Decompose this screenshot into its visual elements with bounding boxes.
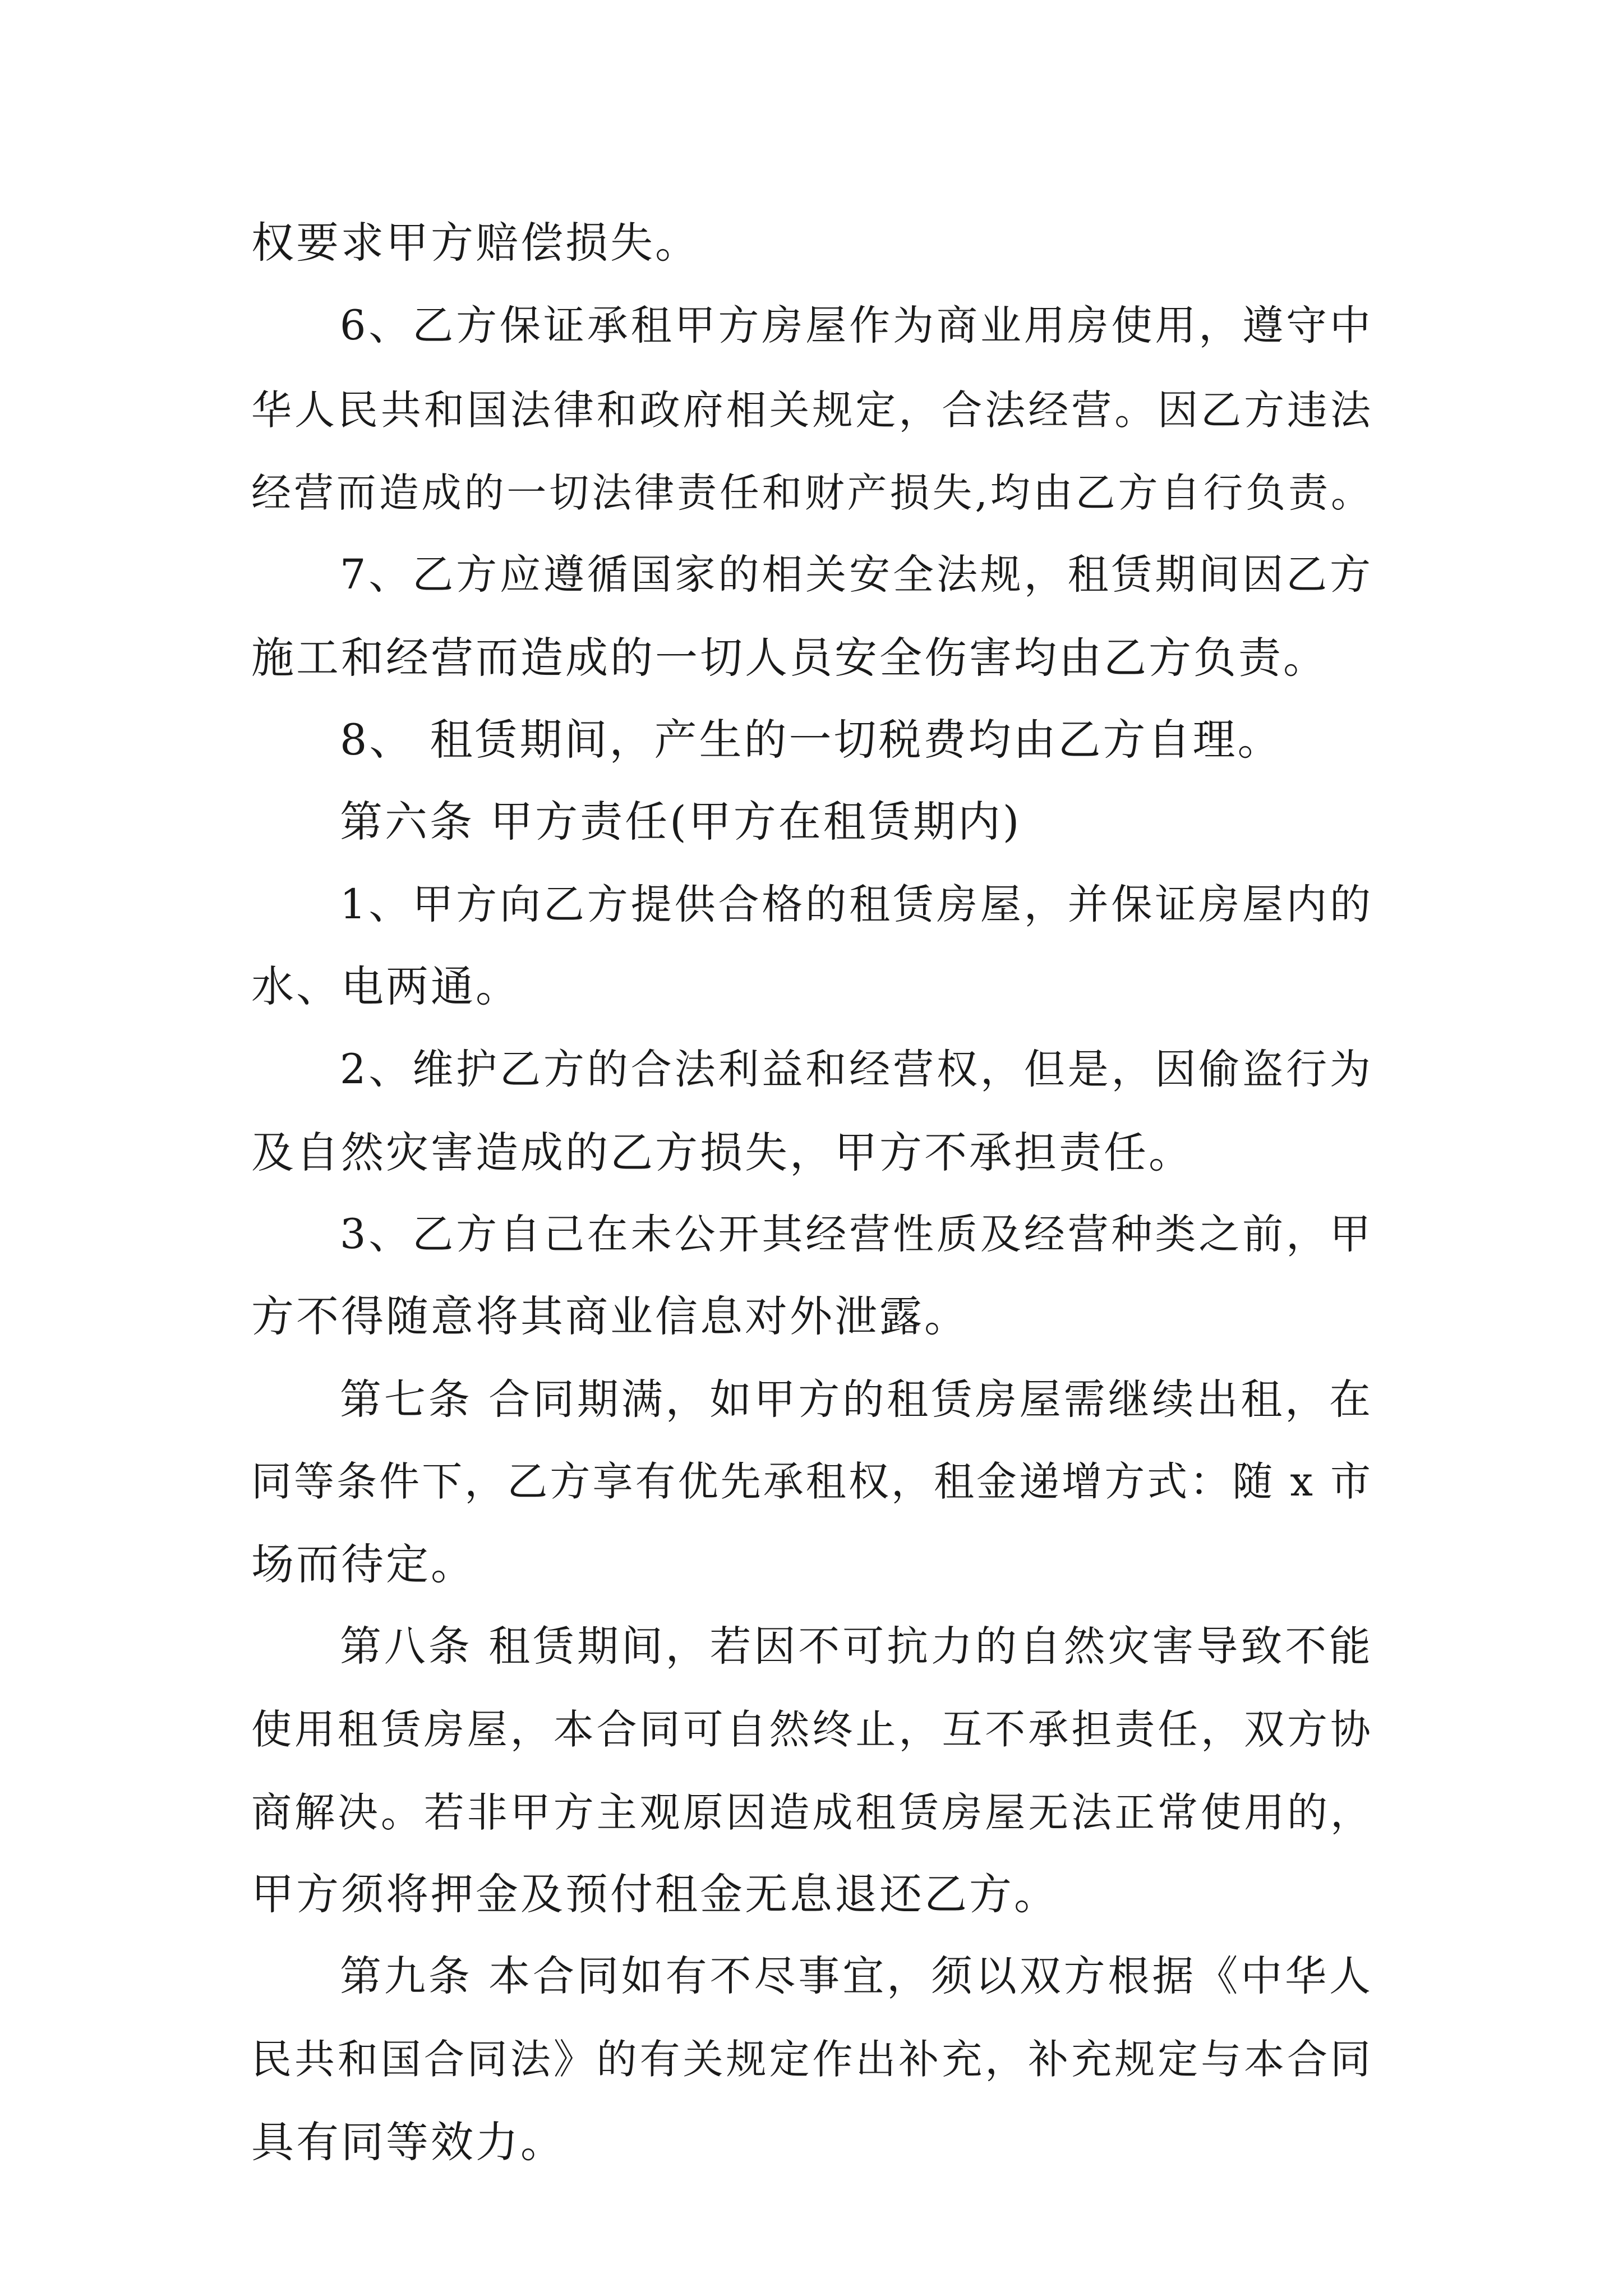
text-line: 第九条 本合同如有不尽事宜，须以双方根据《中华人	[340, 1952, 1373, 2000]
text-line: 8、 租赁期间，产生的一切税费均由乙方自理。	[340, 715, 1283, 765]
text-line: 经营而造成的一切法律责任和财产损失,均由乙方自行负责。	[251, 470, 1373, 516]
text-line: 第八条 租赁期间，若因不可抗力的自然灾害导致不能	[340, 1622, 1373, 1671]
text-line: 3、乙方自己在未公开其经营性质及经营种类之前，甲	[340, 1211, 1373, 1258]
text-line: 使用租赁房屋，本合同可自然终止，互不承担责任，双方协	[251, 1706, 1373, 1753]
text-line: 商解决。若非甲方主观原因造成租赁房屋无法正常使用的，	[251, 1789, 1373, 1836]
text-line: 民共和国合同法》的有关规定作出补充，补充规定与本合同	[251, 2036, 1373, 2083]
text-line: 具有同等效力。	[251, 2117, 565, 2167]
text-line: 及自然灾害造成的乙方损失，甲方不承担责任。	[251, 1128, 1193, 1177]
text-line: 第七条 合同期满，如甲方的租赁房屋需继续出租，在	[340, 1375, 1373, 1424]
text-line: 1、甲方向乙方提供合格的租赁房屋，并保证房屋内的	[340, 881, 1373, 928]
text-line: 华人民共和国法律和政府相关规定，合法经营。因乙方违法	[251, 386, 1373, 434]
text-line: 第六条 甲方责任(甲方在租赁期内)	[340, 797, 1022, 846]
text-line: 方不得随意将其商业信息对外泄露。	[251, 1291, 969, 1341]
text-line: 场而待定。	[251, 1539, 476, 1589]
text-line: 水、电两通。	[251, 961, 520, 1011]
text-line: 7、乙方应遵循国家的相关安全法规，租赁期间因乙方	[340, 551, 1373, 599]
text-line: 6、乙方保证承租甲方房屋作为商业用房使用，遵守中	[340, 302, 1373, 349]
text-line: 施工和经营而造成的一切人员安全伤害均由乙方负责。	[251, 633, 1328, 683]
text-line: 同等条件下，乙方享有优先承租权，租金递增方式：随 x 市	[251, 1458, 1373, 1505]
text-line: 权要求甲方赔偿损失。	[251, 218, 700, 268]
text-line: 甲方须将押金及预付租金无息退还乙方。	[251, 1869, 1059, 1919]
text-line: 2、维护乙方的合法利益和经营权，但是，因偷盗行为	[340, 1046, 1373, 1093]
